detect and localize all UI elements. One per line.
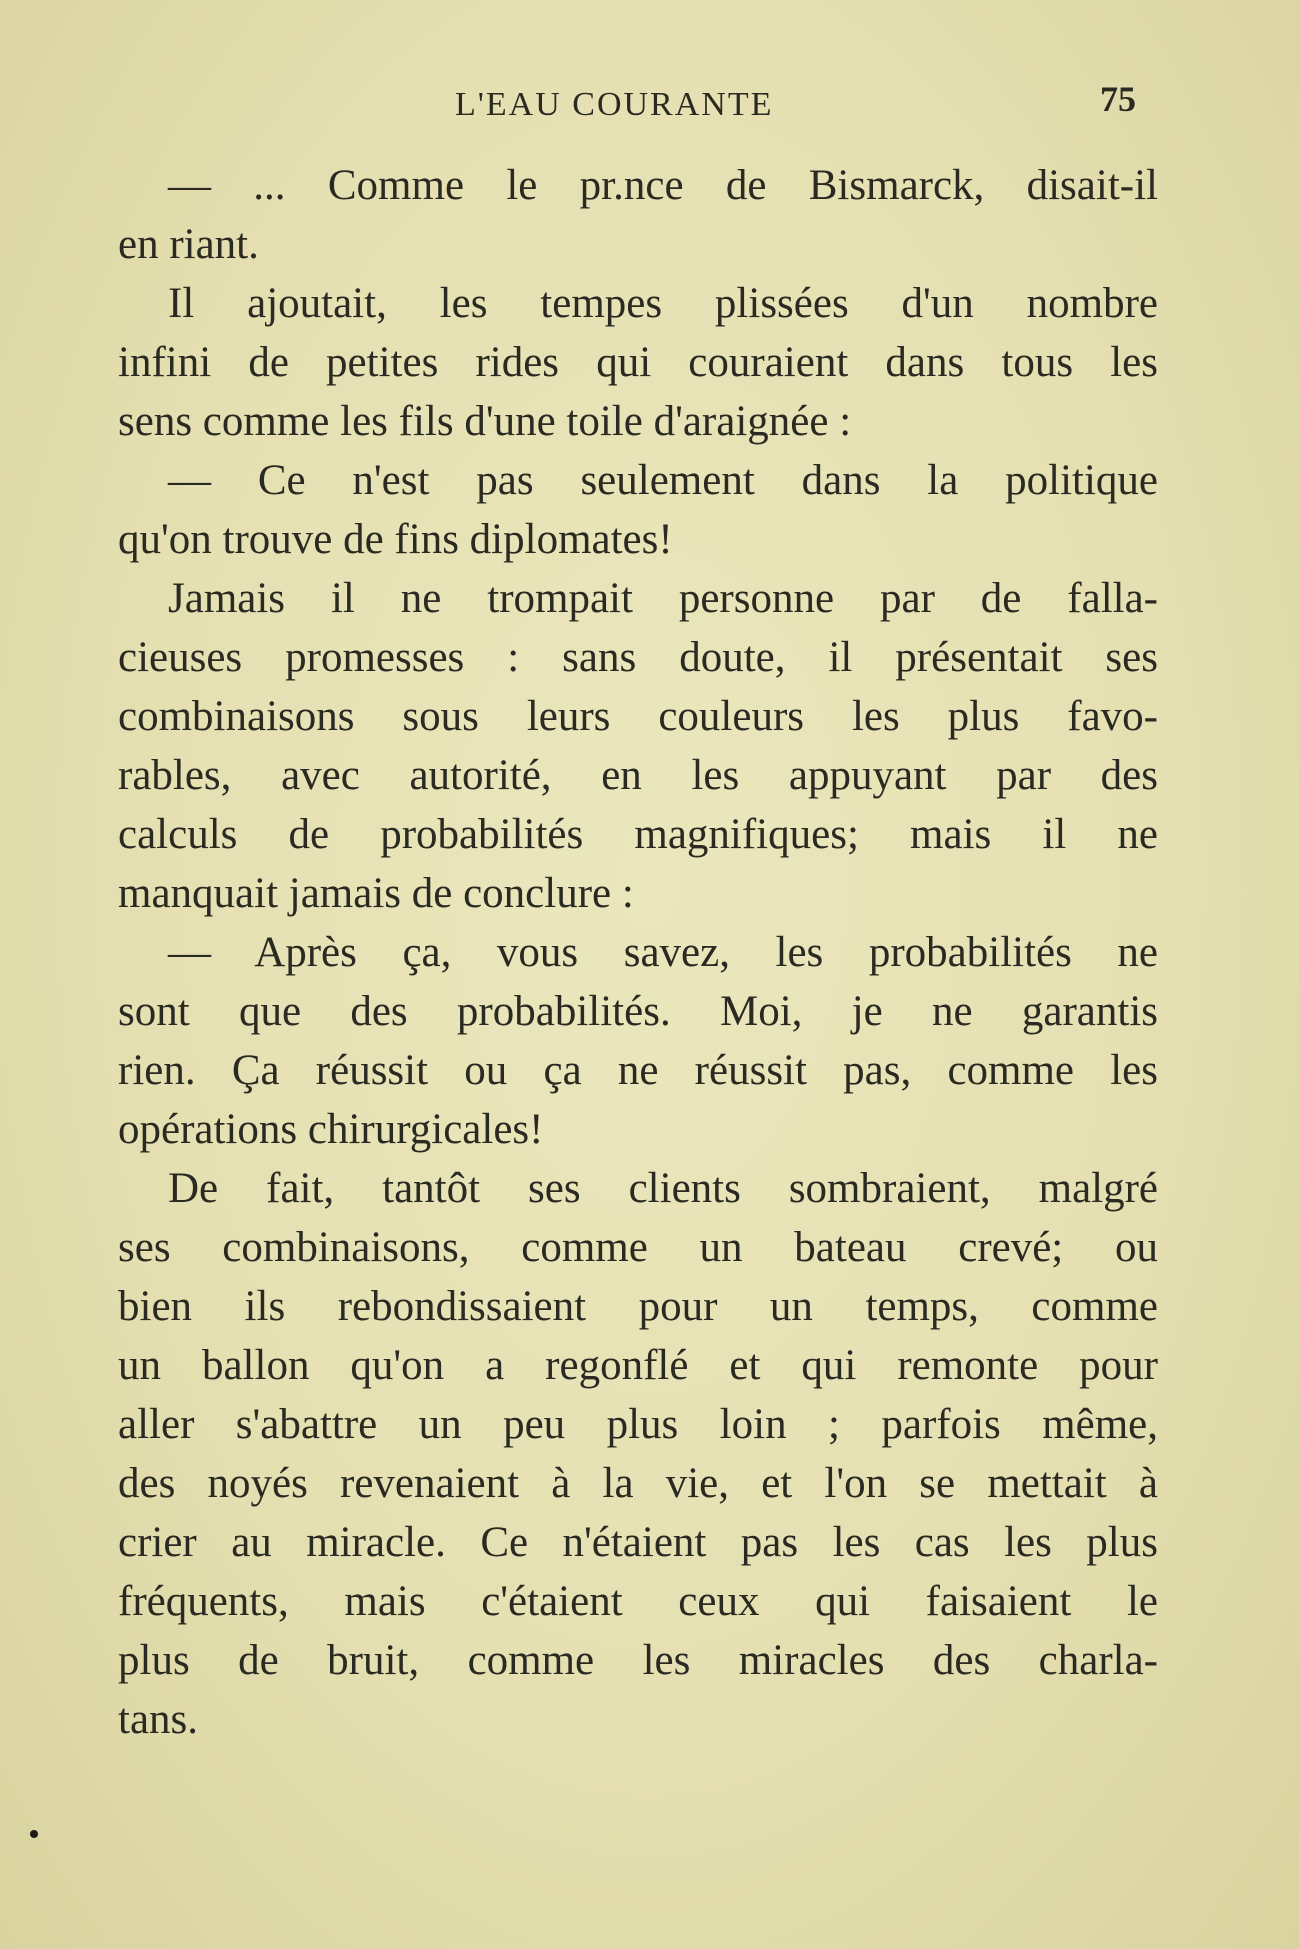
text-line: Il ajoutait, les tempes plissées d'un nombre: [168, 280, 1158, 327]
text-line: en riant.: [118, 221, 259, 268]
ink-speck: [30, 1830, 38, 1838]
text-line: fréquents, mais c'étaient ceux qui faisaient le: [118, 1578, 1158, 1625]
body-text: [118, 156, 1158, 1749]
text-line: opérations chirurgicales!: [118, 1106, 544, 1153]
text-line: crier au miracle. Ce n'étaient pas les cas les plus: [118, 1519, 1158, 1566]
text-line: rien. Ça réussit ou ça ne réussit pas, comme les: [118, 1047, 1158, 1094]
text-line: bien ils rebondissaient pour un temps, comme: [118, 1283, 1158, 1330]
text-line: De fait, tantôt ses clients sombraient, malgré: [168, 1165, 1158, 1212]
text-line: Jamais il ne trompait personne par de falla-: [168, 575, 1158, 622]
text-line: combinaisons sous leurs couleurs les plus favo-: [118, 693, 1158, 740]
text-line: calculs de probabilités magnifiques; mais il ne: [118, 811, 1158, 858]
page-number: 75: [1100, 79, 1136, 119]
text-line: qu'on trouve de fins diplomates!: [118, 516, 673, 563]
text-line: — Ce n'est pas seulement dans la politique: [168, 457, 1158, 504]
text-line: sens comme les fils d'une toile d'araignée :: [118, 398, 852, 445]
text-line: un ballon qu'on a regonflé et qui remonte pour: [118, 1342, 1158, 1389]
text-line: ses combinaisons, comme un bateau crevé; ou: [118, 1224, 1158, 1271]
text-line: infini de petites rides qui couraient dans tous les: [118, 339, 1158, 386]
text-line: — Après ça, vous savez, les probabilités ne: [168, 929, 1158, 976]
text-line: rables, avec autorité, en les appuyant par des: [118, 752, 1158, 799]
text-line: manquait jamais de conclure :: [118, 870, 634, 917]
text-line: des noyés revenaient à la vie, et l'on se mettait à: [118, 1460, 1158, 1507]
running-title: L'EAU COURANTE: [455, 86, 774, 123]
text-line: tans.: [118, 1696, 199, 1743]
text-line: — ... Comme le pr.nce de Bismarck, disait-il: [168, 162, 1158, 209]
text-line: plus de bruit, comme les miracles des charla-: [118, 1637, 1158, 1684]
text-line: cieuses promesses : sans doute, il présentait ses: [118, 634, 1158, 681]
text-line: aller s'abattre un peu plus loin ; parfois même,: [118, 1401, 1158, 1448]
text-line: sont que des probabilités. Moi, je ne garantis: [118, 988, 1158, 1035]
